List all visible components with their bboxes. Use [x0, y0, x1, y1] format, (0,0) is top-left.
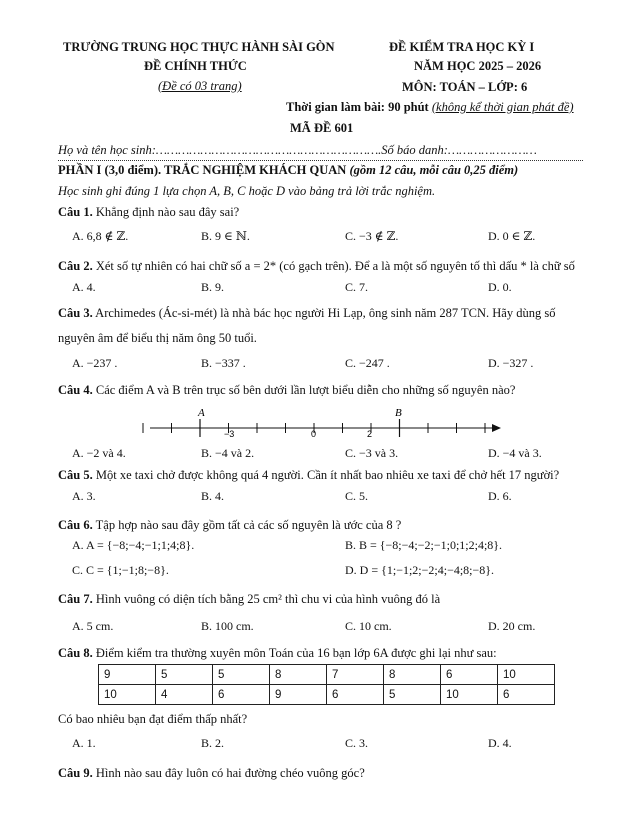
- question-8: [58, 646, 497, 661]
- q3-option-c: C. −247 .: [345, 356, 390, 370]
- q2-option-c: C. 7.: [345, 280, 369, 294]
- question-text: Các điểm A và B trên trục số bên dưới lần lượt biểu diễn cho những số nguyên nào?: [95, 383, 516, 397]
- question-text: Tập hợp nào sau đây gồm tất cả các số nguyên là ước của 8 ?: [95, 518, 402, 532]
- q6-option-a: A. A = {−8;−4;−1;1;4;8}.: [72, 538, 195, 552]
- q6-option-c: C. C = {1;−1;8;−8}.: [72, 563, 169, 577]
- question-9: [58, 766, 365, 781]
- question-6: [58, 518, 401, 533]
- part1-instruction: Học sinh ghi đúng 1 lựa chọn A, B, C hoặc D vào bảng trả lời trắc nghiệm.: [58, 184, 436, 198]
- q5-option-c: C. 5.: [345, 489, 369, 503]
- q7-option-c: C. 10 cm.: [345, 619, 392, 633]
- q3-text-continued: nguyên âm để biểu thị năm ông 50 tuổi.: [58, 331, 257, 345]
- official-label: ĐỀ CHÍNH THỨC: [144, 59, 247, 73]
- table-cell: 5: [156, 665, 213, 685]
- q2-option-b: B. 9.: [201, 280, 225, 294]
- question-number: Câu 2.: [58, 259, 93, 273]
- q1-option-d: D. 0 ∈ ℤ.: [488, 229, 536, 243]
- table-cell: 4: [156, 685, 213, 705]
- q8-option-d: D. 4.: [488, 736, 512, 750]
- question-text: Xét số tự nhiên có hai chữ số a = 2* (có gạch trên). Để a là một số nguyên tố thì dấu * là chữ số: [95, 259, 575, 273]
- table-cell: 10: [441, 685, 498, 705]
- q1-option-c: C. −3 ∉ ℤ.: [345, 229, 399, 243]
- q4-option-c: C. −3 và 3.: [345, 446, 399, 460]
- q1-option-a: A. 6,8 ∉ ℤ.: [72, 229, 129, 243]
- question-text: Khẳng định nào sau đây sai?: [95, 205, 240, 219]
- table-row: [99, 685, 555, 705]
- page-count: (Đề có 03 trang): [158, 79, 242, 93]
- table-cell: 9: [99, 665, 156, 685]
- question-text: Archimedes (Ác-si-mét) là nhà bác học người Hi Lạp, ông sinh năm 287 TCN. Hãy dùng số: [95, 306, 556, 320]
- question-number: Câu 4.: [58, 383, 93, 397]
- part1-title-main: PHẦN I (3,0 điểm). TRẮC NGHIỆM KHÁCH QUAN: [58, 163, 350, 177]
- q7-option-a: A. 5 cm.: [72, 619, 114, 633]
- table-cell: 6: [441, 665, 498, 685]
- question-7: [58, 592, 440, 607]
- q2-option-a: A. 4.: [72, 280, 96, 294]
- subject-grade: MÔN: TOÁN – LỚP: 6: [402, 80, 528, 94]
- tick-label-minus-3: −3: [224, 429, 235, 439]
- table-cell: 6: [498, 685, 555, 705]
- q1-option-b: B. 9 ∈ ℕ.: [201, 229, 250, 243]
- score-table: [98, 664, 555, 705]
- point-b-label: B: [395, 407, 402, 419]
- table-cell: 6: [327, 685, 384, 705]
- school-name: TRƯỜNG TRUNG HỌC THỰC HÀNH SÀI GÒN: [63, 40, 335, 54]
- table-cell: 8: [384, 665, 441, 685]
- question-text: Hình nào sau đây luôn có hai đường chéo vuông góc?: [95, 766, 365, 780]
- question-text: Điểm kiểm tra thường xuyên môn Toán của 16 bạn lớp 6A được ghi lại như sau:: [95, 646, 497, 660]
- q3-option-a: A. −237 .: [72, 356, 118, 370]
- question-number: Câu 3.: [58, 306, 93, 320]
- table-cell: 9: [270, 685, 327, 705]
- question-text: Một xe taxi chở được không quá 4 người. Cần ít nhất bao nhiêu xe taxi để chở hết 17 người?: [95, 468, 560, 482]
- q7-option-d: D. 20 cm.: [488, 619, 536, 633]
- q5-option-d: D. 6.: [488, 489, 512, 503]
- question-number: Câu 1.: [58, 205, 93, 219]
- q8-option-a: A. 1.: [72, 736, 96, 750]
- q6-option-d: D. D = {1;−1;2;−2;4;−4;8;−8}.: [345, 563, 495, 577]
- question-text: Hình vuông có diện tích bằng 25 cm² thì chu vi của hình vuông đó là: [95, 592, 441, 606]
- table-row: [99, 665, 555, 685]
- q5-option-a: A. 3.: [72, 489, 96, 503]
- tick-label-0: 0: [311, 429, 317, 439]
- table-cell: 6: [213, 685, 270, 705]
- question-number: Câu 8.: [58, 646, 93, 660]
- question-number: Câu 5.: [58, 468, 93, 482]
- q3-option-d: D. −327 .: [488, 356, 534, 370]
- q5-option-b: B. 4.: [201, 489, 225, 503]
- q4-option-d: D. −4 và 3.: [488, 446, 542, 460]
- table-cell: 5: [384, 685, 441, 705]
- part1-title-note: (gồm 12 câu, mỗi câu 0,25 điểm): [349, 163, 519, 177]
- question-5: [58, 468, 559, 483]
- table-cell: 5: [213, 665, 270, 685]
- table-cell: 10: [99, 685, 156, 705]
- q8-text-continued: Có bao nhiêu bạn đạt điểm thấp nhất?: [58, 712, 248, 726]
- q6-option-b: B. B = {−8;−4;−2;−1;0;1;2;4;8}.: [345, 538, 503, 552]
- table-cell: 10: [498, 665, 555, 685]
- number-line-arrow-icon: [492, 424, 501, 432]
- question-number: Câu 6.: [58, 518, 93, 532]
- exam-code: MÃ ĐỀ 601: [290, 121, 354, 135]
- student-info-line: Họ và tên học sinh:…………………………………………………….Số báo danh:……………………: [58, 143, 537, 157]
- q2-option-d: D. 0.: [488, 280, 512, 294]
- exam-title: ĐỀ KIỂM TRA HỌC KỲ I: [389, 40, 535, 54]
- q8-option-c: C. 3.: [345, 736, 369, 750]
- school-year: NĂM HỌC 2025 – 2026: [414, 59, 542, 73]
- table-cell: 8: [270, 665, 327, 685]
- question-number: Câu 9.: [58, 766, 93, 780]
- q3-option-b: B. −337 .: [201, 356, 246, 370]
- q8-option-b: B. 2.: [201, 736, 225, 750]
- q7-option-b: B. 100 cm.: [201, 619, 254, 633]
- table-cell: 7: [327, 665, 384, 685]
- time-note: (không kể thời gian phát đề): [431, 100, 574, 114]
- q4-option-a: A. −2 và 4.: [72, 446, 126, 460]
- tick-label-2: 2: [367, 429, 373, 439]
- time-main: Thời gian làm bài: 90 phút: [286, 100, 432, 114]
- point-a-label: A: [198, 407, 205, 419]
- q4-option-b: B. −4 và 2.: [201, 446, 255, 460]
- question-number: Câu 7.: [58, 592, 93, 606]
